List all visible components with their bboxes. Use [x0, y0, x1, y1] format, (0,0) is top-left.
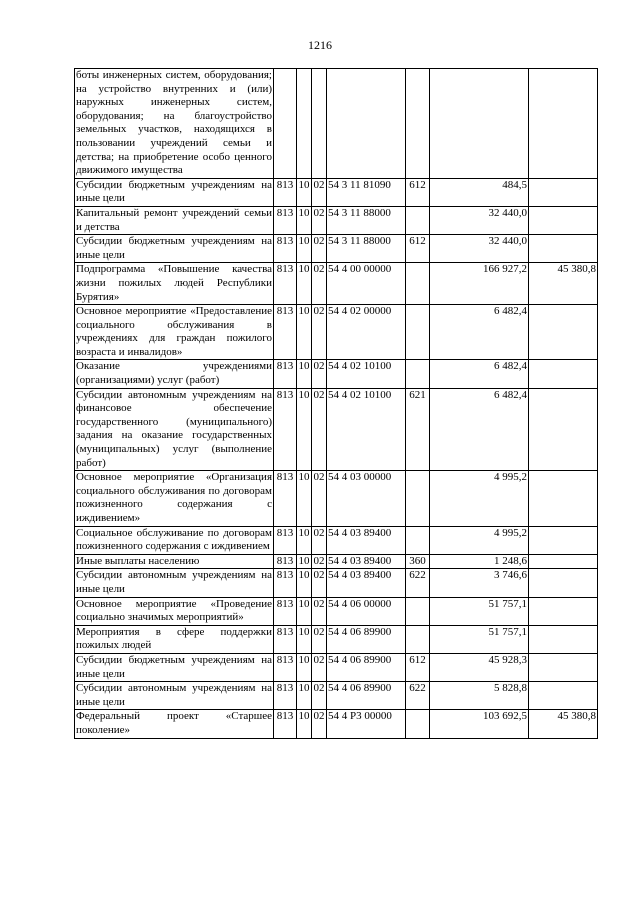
page-number: 1216 [308, 38, 332, 52]
amount-federal [529, 625, 598, 653]
target-article-code: 54 3 11 81090 [327, 178, 406, 206]
row-name: Социальное обслуживание по договорам пожизненного содержания с иждивением [75, 526, 274, 554]
expense-type-code [406, 625, 430, 653]
target-article-code: 54 4 06 89900 [327, 625, 406, 653]
admin-code: 813 [274, 305, 297, 360]
amount-federal [529, 569, 598, 597]
amount-federal [529, 360, 598, 388]
expense-type-code: 612 [406, 178, 430, 206]
subsection-code: 02 [312, 554, 327, 569]
row-name: Субсидии автономным учреждениям на финансовое обеспечение государственного (муниципального) задания на оказание государственных (муниципальных) услуг (выполнение работ) [75, 388, 274, 471]
section-code: 10 [297, 360, 312, 388]
section-code: 10 [297, 653, 312, 681]
amount-total: 103 692,5 [430, 710, 529, 738]
section-code: 10 [297, 471, 312, 526]
row-name: Основное мероприятие «Предоставление социального обслуживания в учреждениях для граждан пожилого возраста и инвалидов» [75, 305, 274, 360]
table-row [75, 471, 598, 526]
amount-total: 5 828,8 [430, 682, 529, 710]
amount-total: 4 995,2 [430, 471, 529, 526]
admin-code: 813 [274, 526, 297, 554]
row-name: Оказание учреждениями (организациями) услуг (работ) [75, 360, 274, 388]
admin-code: 813 [274, 597, 297, 625]
expense-type-code [406, 597, 430, 625]
expense-type-code [406, 206, 430, 234]
target-article-code: 54 4 P3 00000 [327, 710, 406, 738]
amount-total: 3 746,6 [430, 569, 529, 597]
admin-code [274, 69, 297, 179]
amount-total: 45 928,3 [430, 653, 529, 681]
admin-code: 813 [274, 235, 297, 263]
subsection-code: 02 [312, 625, 327, 653]
table-row [75, 653, 598, 681]
table-row [75, 388, 598, 471]
table-row [75, 682, 598, 710]
amount-total: 166 927,2 [430, 263, 529, 305]
subsection-code [312, 69, 327, 179]
subsection-code: 02 [312, 597, 327, 625]
expense-type-code: 622 [406, 682, 430, 710]
admin-code: 813 [274, 471, 297, 526]
row-name: Иные выплаты населению [75, 554, 274, 569]
section-code [297, 69, 312, 179]
target-article-code: 54 4 00 00000 [327, 263, 406, 305]
target-article-code: 54 4 02 00000 [327, 305, 406, 360]
table-row [75, 625, 598, 653]
row-name: Субсидии автономным учреждениям на иные цели [75, 569, 274, 597]
amount-total [430, 69, 529, 179]
row-name: Субсидии автономным учреждениям на иные цели [75, 682, 274, 710]
expense-type-code: 621 [406, 388, 430, 471]
expense-type-code [406, 471, 430, 526]
admin-code: 813 [274, 388, 297, 471]
expense-type-code: 622 [406, 569, 430, 597]
amount-federal [529, 235, 598, 263]
section-code: 10 [297, 263, 312, 305]
table-row [75, 710, 598, 738]
row-name: Капитальный ремонт учреждений семьи и детства [75, 206, 274, 234]
target-article-code: 54 3 11 88000 [327, 206, 406, 234]
row-name: Основное мероприятие «Организация социального обслуживания по договорам пожизненного содержания с иждивением» [75, 471, 274, 526]
target-article-code [327, 69, 406, 179]
amount-total: 6 482,4 [430, 305, 529, 360]
amount-total: 4 995,2 [430, 526, 529, 554]
section-code: 10 [297, 178, 312, 206]
admin-code: 813 [274, 554, 297, 569]
section-code: 10 [297, 710, 312, 738]
section-code: 10 [297, 554, 312, 569]
row-name: Основное мероприятие «Проведение социально значимых мероприятий» [75, 597, 274, 625]
subsection-code: 02 [312, 471, 327, 526]
subsection-code: 02 [312, 178, 327, 206]
expense-type-code: 612 [406, 235, 430, 263]
subsection-code: 02 [312, 653, 327, 681]
target-article-code: 54 3 11 88000 [327, 235, 406, 263]
subsection-code: 02 [312, 388, 327, 471]
subsection-code: 02 [312, 682, 327, 710]
amount-total: 32 440,0 [430, 206, 529, 234]
row-name: Субсидии бюджетным учреждениям на иные цели [75, 235, 274, 263]
expense-type-code [406, 360, 430, 388]
amount-total: 484,5 [430, 178, 529, 206]
amount-total: 1 248,6 [430, 554, 529, 569]
subsection-code: 02 [312, 263, 327, 305]
amount-total: 6 482,4 [430, 360, 529, 388]
expense-type-code [406, 69, 430, 179]
row-name: Подпрограмма «Повышение качества жизни пожилых людей Республики Бурятия» [75, 263, 274, 305]
admin-code: 813 [274, 360, 297, 388]
target-article-code: 54 4 06 89900 [327, 653, 406, 681]
table-row [75, 305, 598, 360]
subsection-code: 02 [312, 710, 327, 738]
amount-federal [529, 653, 598, 681]
expense-type-code [406, 305, 430, 360]
row-name: Субсидии бюджетным учреждениям на иные цели [75, 653, 274, 681]
amount-federal [529, 682, 598, 710]
amount-total: 51 757,1 [430, 597, 529, 625]
row-name: Мероприятия в сфере поддержки пожилых людей [75, 625, 274, 653]
target-article-code: 54 4 06 89900 [327, 682, 406, 710]
subsection-code: 02 [312, 235, 327, 263]
amount-total: 51 757,1 [430, 625, 529, 653]
table-row [75, 263, 598, 305]
amount-total: 6 482,4 [430, 388, 529, 471]
target-article-code: 54 4 02 10100 [327, 388, 406, 471]
amount-federal [529, 597, 598, 625]
expense-type-code [406, 263, 430, 305]
admin-code: 813 [274, 710, 297, 738]
amount-federal [529, 69, 598, 179]
subsection-code: 02 [312, 206, 327, 234]
amount-federal [529, 554, 598, 569]
section-code: 10 [297, 597, 312, 625]
target-article-code: 54 4 03 89400 [327, 569, 406, 597]
section-code: 10 [297, 305, 312, 360]
table-row [75, 235, 598, 263]
subsection-code: 02 [312, 569, 327, 597]
amount-federal [529, 305, 598, 360]
admin-code: 813 [274, 653, 297, 681]
amount-total: 32 440,0 [430, 235, 529, 263]
expense-type-code [406, 710, 430, 738]
admin-code: 813 [274, 682, 297, 710]
expense-type-code [406, 526, 430, 554]
section-code: 10 [297, 625, 312, 653]
subsection-code: 02 [312, 526, 327, 554]
admin-code: 813 [274, 178, 297, 206]
table-row [75, 597, 598, 625]
target-article-code: 54 4 02 10100 [327, 360, 406, 388]
table-row [75, 69, 598, 179]
amount-federal [529, 178, 598, 206]
target-article-code: 54 4 06 00000 [327, 597, 406, 625]
section-code: 10 [297, 388, 312, 471]
admin-code: 813 [274, 263, 297, 305]
table-row [75, 360, 598, 388]
row-name: Федеральный проект «Старшее поколение» [75, 710, 274, 738]
table-row [75, 526, 598, 554]
target-article-code: 54 4 03 89400 [327, 526, 406, 554]
admin-code: 813 [274, 569, 297, 597]
amount-federal: 45 380,8 [529, 710, 598, 738]
row-name: боты инженерных систем, оборудования; на устройство внутренних и (или) наружных инженерных систем, оборудования; на благоустройство земельных участков, находящихся в пользовании учреждений семьи и детства; на приобретение особо ценного движимого имущества [75, 69, 274, 179]
section-code: 10 [297, 235, 312, 263]
table-row [75, 206, 598, 234]
target-article-code: 54 4 03 00000 [327, 471, 406, 526]
expense-type-code: 612 [406, 653, 430, 681]
budget-table [74, 68, 598, 739]
amount-federal [529, 526, 598, 554]
amount-federal: 45 380,8 [529, 263, 598, 305]
table-row [75, 569, 598, 597]
table-row [75, 554, 598, 569]
target-article-code: 54 4 03 89400 [327, 554, 406, 569]
section-code: 10 [297, 569, 312, 597]
section-code: 10 [297, 526, 312, 554]
amount-federal [529, 206, 598, 234]
table-row [75, 178, 598, 206]
admin-code: 813 [274, 625, 297, 653]
subsection-code: 02 [312, 360, 327, 388]
amount-federal [529, 471, 598, 526]
subsection-code: 02 [312, 305, 327, 360]
section-code: 10 [297, 206, 312, 234]
expense-type-code: 360 [406, 554, 430, 569]
section-code: 10 [297, 682, 312, 710]
amount-federal [529, 388, 598, 471]
row-name: Субсидии бюджетным учреждениям на иные цели [75, 178, 274, 206]
admin-code: 813 [274, 206, 297, 234]
